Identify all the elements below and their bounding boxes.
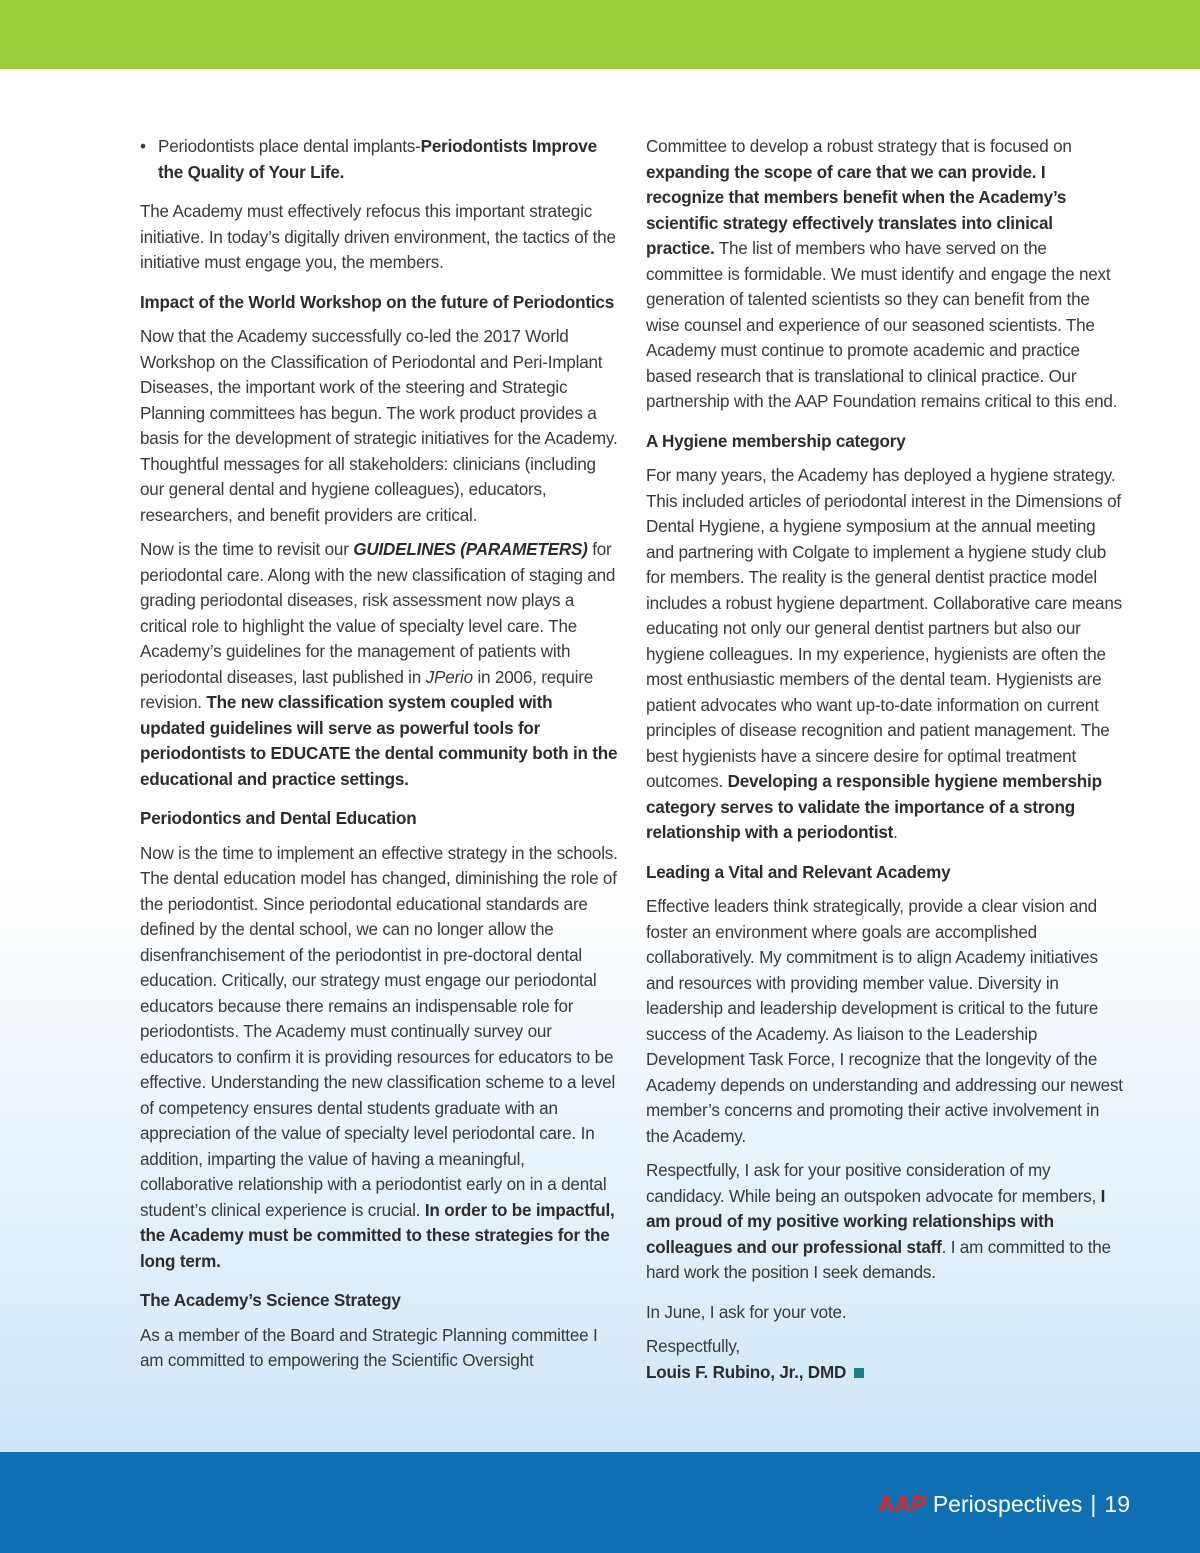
end-of-article-square-icon: [854, 1368, 864, 1378]
paragraph-vote: In June, I ask for your vote.: [646, 1302, 847, 1322]
heading-science-strategy: The Academy’s Science Strategy: [140, 1291, 401, 1310]
right-column: [646, 134, 1124, 1394]
footer-brand: AAP: [877, 1491, 927, 1517]
heading-vital-academy: Leading a Vital and Relevant Academy: [646, 862, 951, 882]
paragraph-science-strategy: As a member of the Board and Strategic Planning committee I am committed to empowering the Scientific Oversight: [140, 1325, 598, 1370]
paragraph-candidacy: Respectfully, I ask for your positive consideration of my candidacy. While being an outspoken advocate for members, I am proud of my positive working relationships with colleagues and our professional staff. I am committed to the hard work the position I seek demands.: [646, 1161, 1111, 1282]
paragraph-world-workshop: Now that the Academy successfully co-led the 2017 World Workshop on the Classification of Periodontal and Peri-Implant Diseases, the important work of the steering and Strategic Planning committees has begun. The work product provides a basis for the development of strategic initiatives for the Academy. Thoughtful messages for all stakeholders: clinicians (including our general dental and hygiene colleagues), educators, researchers, and benefit providers are critical.: [140, 327, 618, 525]
bullet-bold-text: Periodontists Improve the Quality of Your Life.: [158, 137, 597, 182]
bullet-dot: •: [140, 137, 146, 156]
paragraph-guidelines: Now is the time to revisit our GUIDELINES (PARAMETERS) for periodontal care. Along with the new classification of staging and grading periodontal diseases, risk assessment now plays a critical role to highlight the value of specialty level care. The Academy’s guidelines for the management of patients with periodontal diseases, last published in JPerio in 2006, require revision. The new classification system coupled with updated guidelines will serve as powerful tools for periodontists to EDUCATE the dental community both in the educational and practice settings.: [140, 540, 618, 789]
footer-separator: |: [1090, 1491, 1097, 1517]
signature-name: Louis F. Rubino, Jr., DMD: [646, 1362, 847, 1382]
paragraph-refocus: The Academy must effectively refocus this important strategic initiative. In today’s digitally driven environment, the tactics of the initiative must engage you, the members.: [140, 202, 616, 272]
paragraph-dental-education: Now is the time to implement an effective strategy in the schools. The dental education model has changed, diminishing the role of the periodontist. Since periodontal educational standards are defined by the dental school, we can no longer allow the disenfranchisement of the periodontist in pre-doctoral dental education. Critically, our strategy must engage our periodontal educators because there remains an indispensable role for periodontists. The Academy must continually survey our educators to confirm it is providing resources for educators to be effective. Understanding the new classification scheme to a level of competency ensures dental students graduate with an appreciation of the value of specialty level periodontal care. In addition, imparting the value of having a meaningful, collaborative relationship with a periodontist early on in a dental student’s clinical experience is crucial. In order to be impactful, the Academy must be committed to these strategies for the long term.: [140, 843, 618, 1271]
heading-dental-education: Periodontics and Dental Education: [140, 809, 417, 828]
left-column: [140, 134, 618, 1383]
heading-hygiene-membership: A Hygiene membership category: [646, 431, 906, 451]
paragraph-leadership: Effective leaders think strategically, provide a clear vision and foster an environment where goals are accomplished collaboratively. My commitment is to align Academy initiatives and resources with providing member value. Diversity in leadership and leadership development is critical to the future success of the Academy. As liaison to the Leadership Development Task Force, I recognize that the longevity of the Academy depends on understanding and addressing our newest member’s concerns and promoting their active involvement in the Academy.: [646, 897, 1123, 1146]
bullet-text: Periodontists place dental implants-: [158, 137, 421, 156]
page-number: 19: [1104, 1491, 1130, 1517]
top-color-band: [0, 0, 1200, 69]
footer-publication: Periospectives: [932, 1491, 1083, 1517]
paragraph-hygiene: For many years, the Academy has deployed a hygiene strategy. This included articles of periodontal interest in the Dimensions of Dental Hygiene, a hygiene symposium at the annual meeting and partnering with Colgate to implement a hygiene study club for members. The reality is the general dentist practice model includes a robust hygiene department. Collaborative care means educating not only our general dentist partners but also our hygiene colleagues. In my experience, hygienists are often the most enthusiastic members of the dental team. Hygienists are patient advocates who want up-to-date information on current principles of disease recognition and patient management. The best hygienists have a sincere desire for optimal treatment outcomes. Developing a responsible hygiene membership category serves to validate the importance of a strong relationship with a periodontist.: [646, 466, 1122, 842]
signature-line: [646, 1360, 1124, 1386]
page-footer: [878, 1491, 1130, 1518]
paragraph-science-continued: Committee to develop a robust strategy that is focused on expanding the scope of care that we can provide. I recognize that members benefit when the Academy’s scientific strategy effectively translates into clinical practice. The list of members who have served on the committee is formidable. We must identify and engage the next generation of talented scientists so they can benefit from the wise counsel and experience of our seasoned scientists. The Academy must continue to promote academic and practice based research that is translational to clinical practice. Our partnership with the AAP Foundation remains critical to this end.: [646, 137, 1118, 411]
bullet-item: [140, 134, 618, 185]
closing-line: Respectfully,: [646, 1337, 740, 1356]
heading-world-workshop: Impact of the World Workshop on the future of Periodontics: [140, 292, 614, 312]
